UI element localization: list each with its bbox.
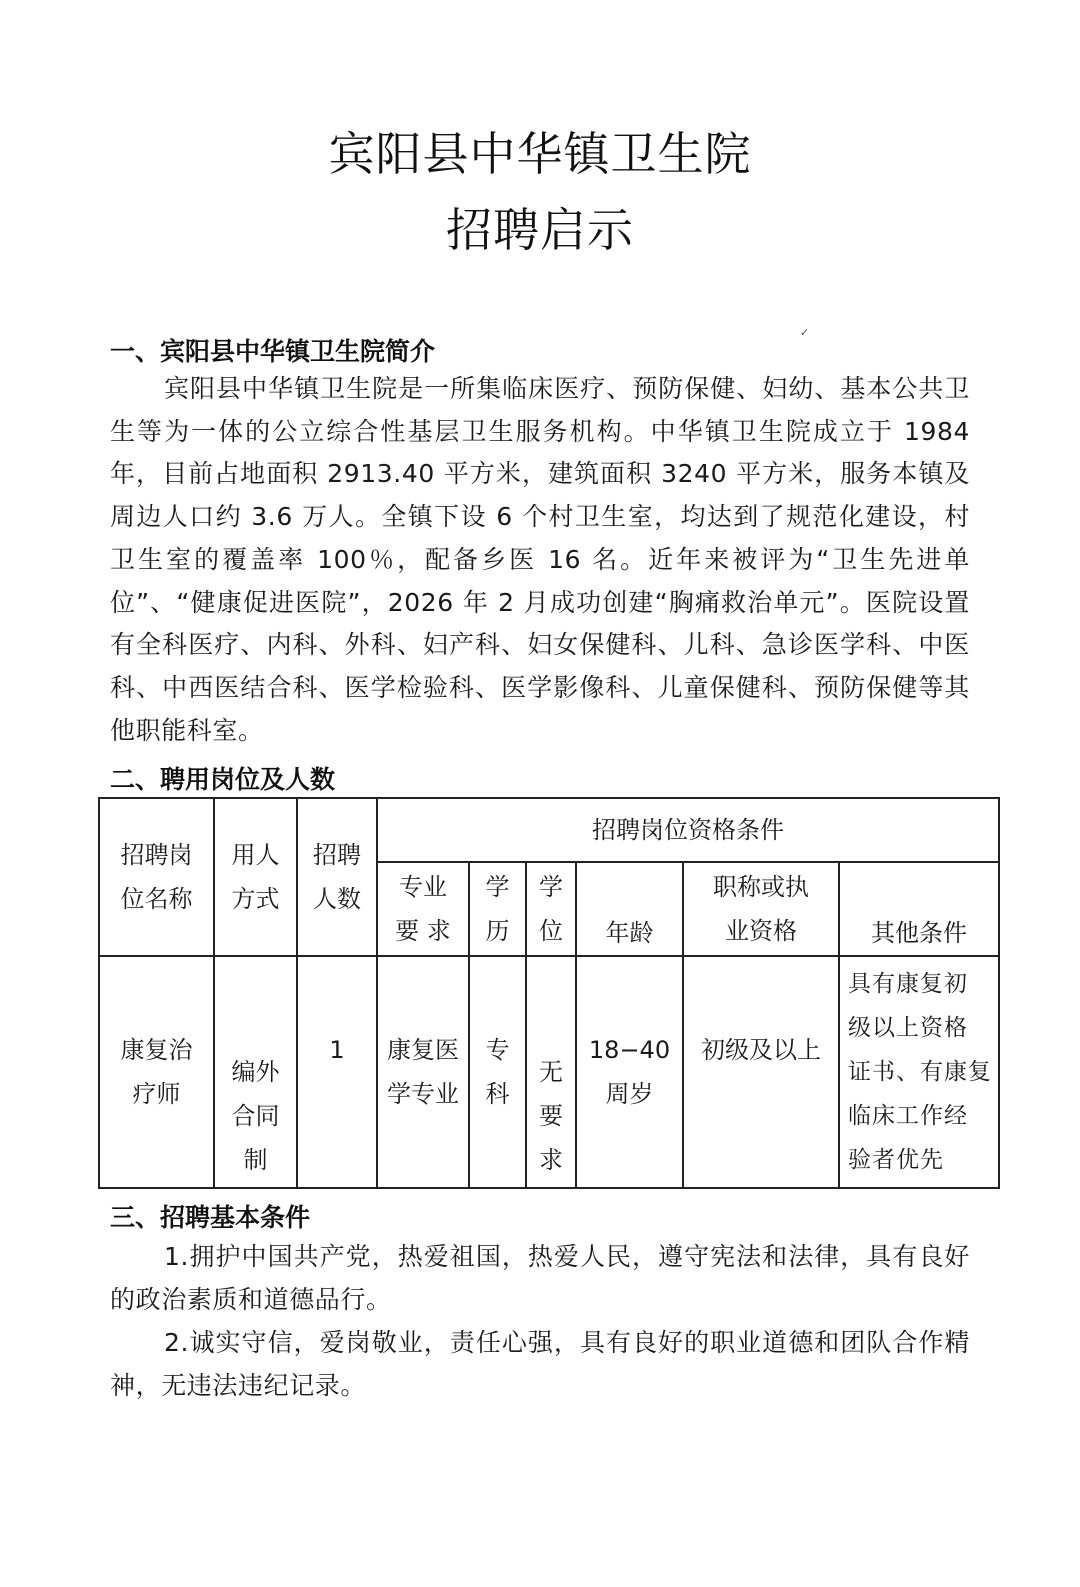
header-count: 招聘 人数 (297, 798, 377, 956)
cell-title: 初级及以上 (683, 956, 839, 1188)
condition-item-2: 2.诚实守信，爱岗敬业，责任心强，具有良好的职业道德和团队合作精神，无违法违纪记录。 (110, 1328, 970, 1400)
header-employment: 用人 方式 (214, 798, 297, 956)
header-age: 年龄 (576, 862, 683, 956)
cell-other: 具有康复初 级以上资格 证书、有康复 临床工作经 验者优先 (839, 956, 999, 1188)
header-major: 专业 要 求 (377, 862, 469, 956)
header-degree: 学 位 (526, 862, 576, 956)
section1-paragraph: 宾阳县中华镇卫生院是一所集临床医疗、预防保健、妇幼、基本公共卫生等为一体的公立综合性基层卫生服务机构。中华镇卫生院成立于 1984 年，目前占地面积 2913.40 平方米，建筑面积 3240 平方米，服务本镇及周边人口约 3.6 万人。全镇下设 6 个村卫生室，均达到了规范化建设，村卫生室的覆盖率 100％，配备乡医 16 名。近年来被评为“卫生先进单位”、“健康促进医院”，2026 年 2 月成功创建“胸痛救治单元”。医院设置有全科医疗、内科、外科、妇产科、妇女保健科、儿科、急诊医学科、中医科、中西医结合科、医学检验科、医学影像科、儿童保健科、预防保健等其他职能科室。 (110, 374, 970, 745)
section2-heading: 二、聘用岗位及人数 (110, 765, 336, 794)
header-title: 职称或执 业资格 (683, 862, 839, 956)
check-mark-icon: ✓ (800, 326, 810, 339)
cell-major: 康复医 学专业 (377, 956, 469, 1188)
table-row (99, 956, 999, 1188)
section3-heading: 三、招聘基本条件 (110, 1203, 311, 1232)
section1-heading: 一、宾阳县中华镇卫生院简介 (110, 337, 436, 366)
header-other: 其他条件 (839, 862, 999, 956)
cell-age: 18−40 周岁 (576, 956, 683, 1188)
document-title: 宾阳县中华镇卫生院 (328, 127, 752, 181)
cell-employment: 编外 合同 制 (214, 956, 297, 1188)
header-position: 招聘岗 位名称 (99, 798, 214, 956)
cell-education: 专 科 (469, 956, 526, 1188)
condition-item-1: 1.拥护中国共产党，热爱祖国，热爱人民，遵守宪法和法律，具有良好的政治素质和道德品行。 (110, 1242, 970, 1314)
job-table (98, 797, 1000, 1189)
header-education: 学 历 (469, 862, 526, 956)
cell-position: 康复治 疗师 (99, 956, 214, 1188)
document-subtitle: 招聘启示 (446, 203, 634, 257)
cell-count: 1 (297, 956, 377, 1188)
header-qualifications: 招聘岗位资格条件 (377, 798, 999, 862)
cell-degree: 无 要 求 (526, 956, 576, 1188)
